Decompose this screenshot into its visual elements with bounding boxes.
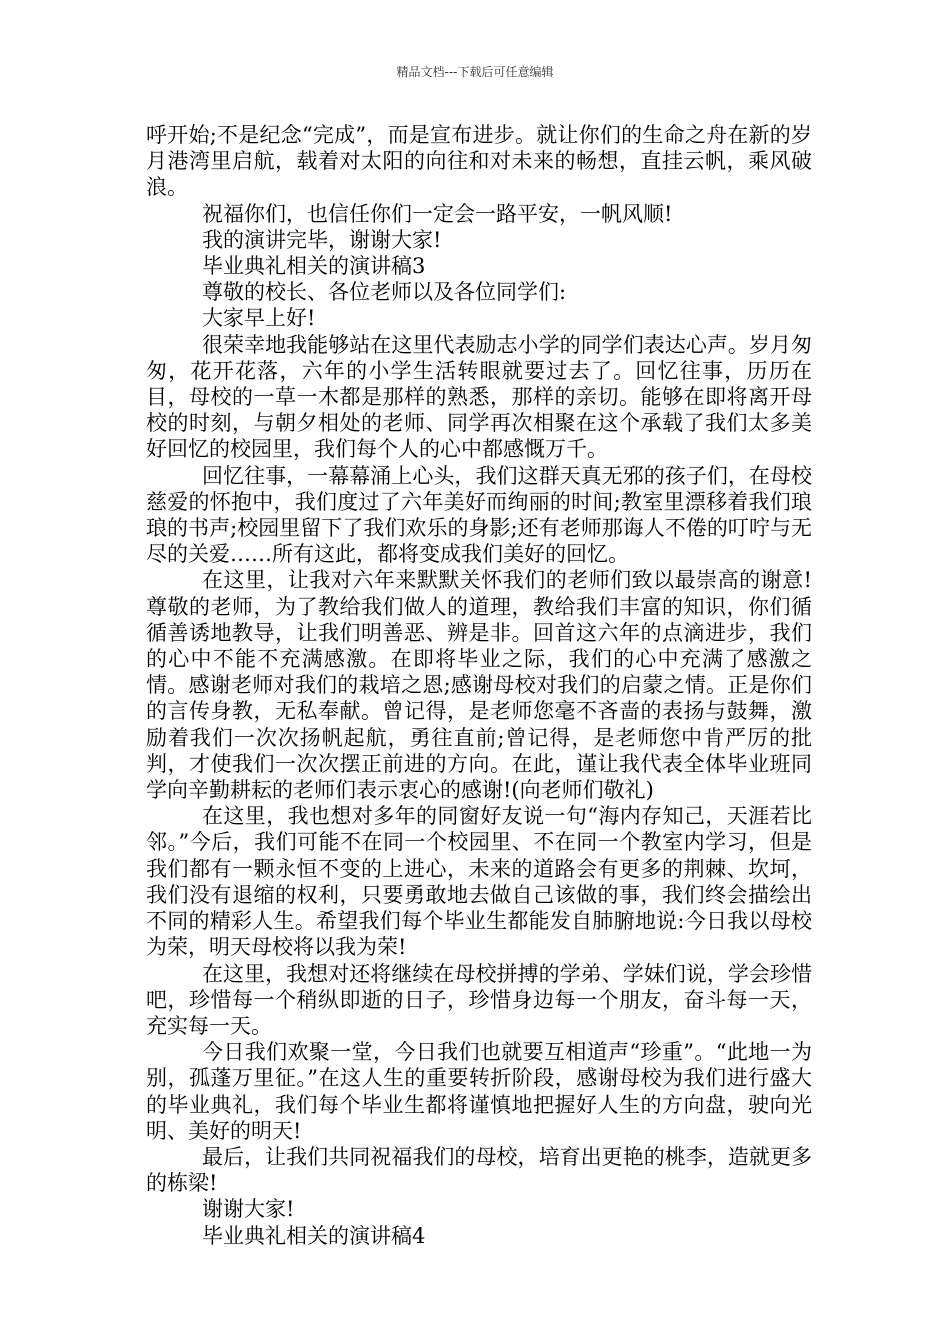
paragraph: 很荣幸地我能够站在这里代表励志小学的同学们表达心声。岁月匆匆，花开花落，六年的小学生活转眼就要过去了。回忆往事，历历在目，母校的一草一木都是那样的熟悉，那样的亲切。能够在即将离开母校的时刻，与朝夕相处的老师、同学再次相聚在这个承载了我们太多美好回忆的校园里，我们每个人的心中都感慨万千。 [146,332,812,462]
greeting: 大家早上好! [202,306,316,331]
paragraph: 在这里，我想对还将继续在母校拼搏的学弟、学妹们说，学会珍惜吧，珍惜每一个稍纵即逝的日子，珍惜身边每一个朋友，奋斗每一天，充实每一天。 [146,961,812,1038]
page-header: 精品文档---下载后可任意编辑 [396,65,554,79]
document-body [146,122,812,1249]
paragraph: 回忆往事，一幕幕涌上心头，我们这群天真无邪的孩子们，在母校慈爱的怀抱中，我们度过了六年美好而绚丽的时间;教室里漂移着我们琅琅的书声;校园里留下了我们欢乐的身影;还有老师那诲人不倦的叮咛与无尽的关爱……所有这此，都将变成我们美好的回忆。 [146,463,812,567]
paragraph: 祝福你们，也信任你们一定会一路平安，一帆风顺! [202,201,673,226]
paragraph: 在这里，让我对六年来默默关怀我们的老师们致以最崇高的谢意!尊敬的老师，为了教给我们做人的道理，教给我们丰富的知识，你们循循善诱地教导，让我们明善恶、辨是非。回首这六年的点滴进步，我们的心中不能不充满感激。在即将毕业之际，我们的心中充满了感激之情。感谢老师对我们的栽培之恩;感谢母校对我们的启蒙之情。正是你们的言传身教，无私奉献。曾记得，是老师您毫不吝啬的表扬与鼓舞，激励着我们一次次扬帆起航，勇往直前;曾记得，是老师您中肯严厉的批判，才使我们一次次摆正前进的方向。在此，谨让我代表全体毕业班同学向辛勤耕耘的老师们表示衷心的感谢!(向老师们敬礼) [146,568,812,803]
paragraph: 今日我们欢聚一堂，今日我们也就要互相道声“珍重”。“此地一为别，孤蓬万里征。”在这人生的重要转折阶段，感谢母校为我们进行盛大的毕业典礼，我们每个毕业生都将谨慎地把握好人生的方向盘，驶向光明、美好的明天! [146,1040,812,1143]
section-heading: 毕业典礼相关的演讲稿3 [202,254,426,279]
paragraph: 在这里，我也想对多年的同窗好友说一句“海内存知己，天涯若比邻。”今后，我们可能不在同一个校园里、不在同一个教室内学习，但是我们都有一颗永恒不变的上进心，未来的道路会有更多的荆棘、坎坷，我们没有退缩的权利，只要勇敢地去做自己该做的事，我们终会描绘出不同的精彩人生。希望我们每个毕业生都能发自肺腑地说:今日我以母校为荣，明天母校将以我为荣! [146,804,812,960]
paragraph: 呼开始;不是纪念“完成”，而是宣布进步。就让你们的生命之舟在新的岁月港湾里启航，载着对太阳的向往和对未来的畅想，直挂云帆，乘风破浪。 [146,123,812,200]
paragraph: 最后，让我们共同祝福我们的母校，培育出更艳的桃李，造就更多的栋梁! [146,1144,812,1196]
salutation: 尊敬的校长、各位老师以及各位同学们: [202,280,567,305]
paragraph: 我的演讲完毕，谢谢大家! [202,227,442,252]
closing-thanks: 谢谢大家! [202,1197,295,1222]
section-heading: 毕业典礼相关的演讲稿4 [202,1223,426,1248]
